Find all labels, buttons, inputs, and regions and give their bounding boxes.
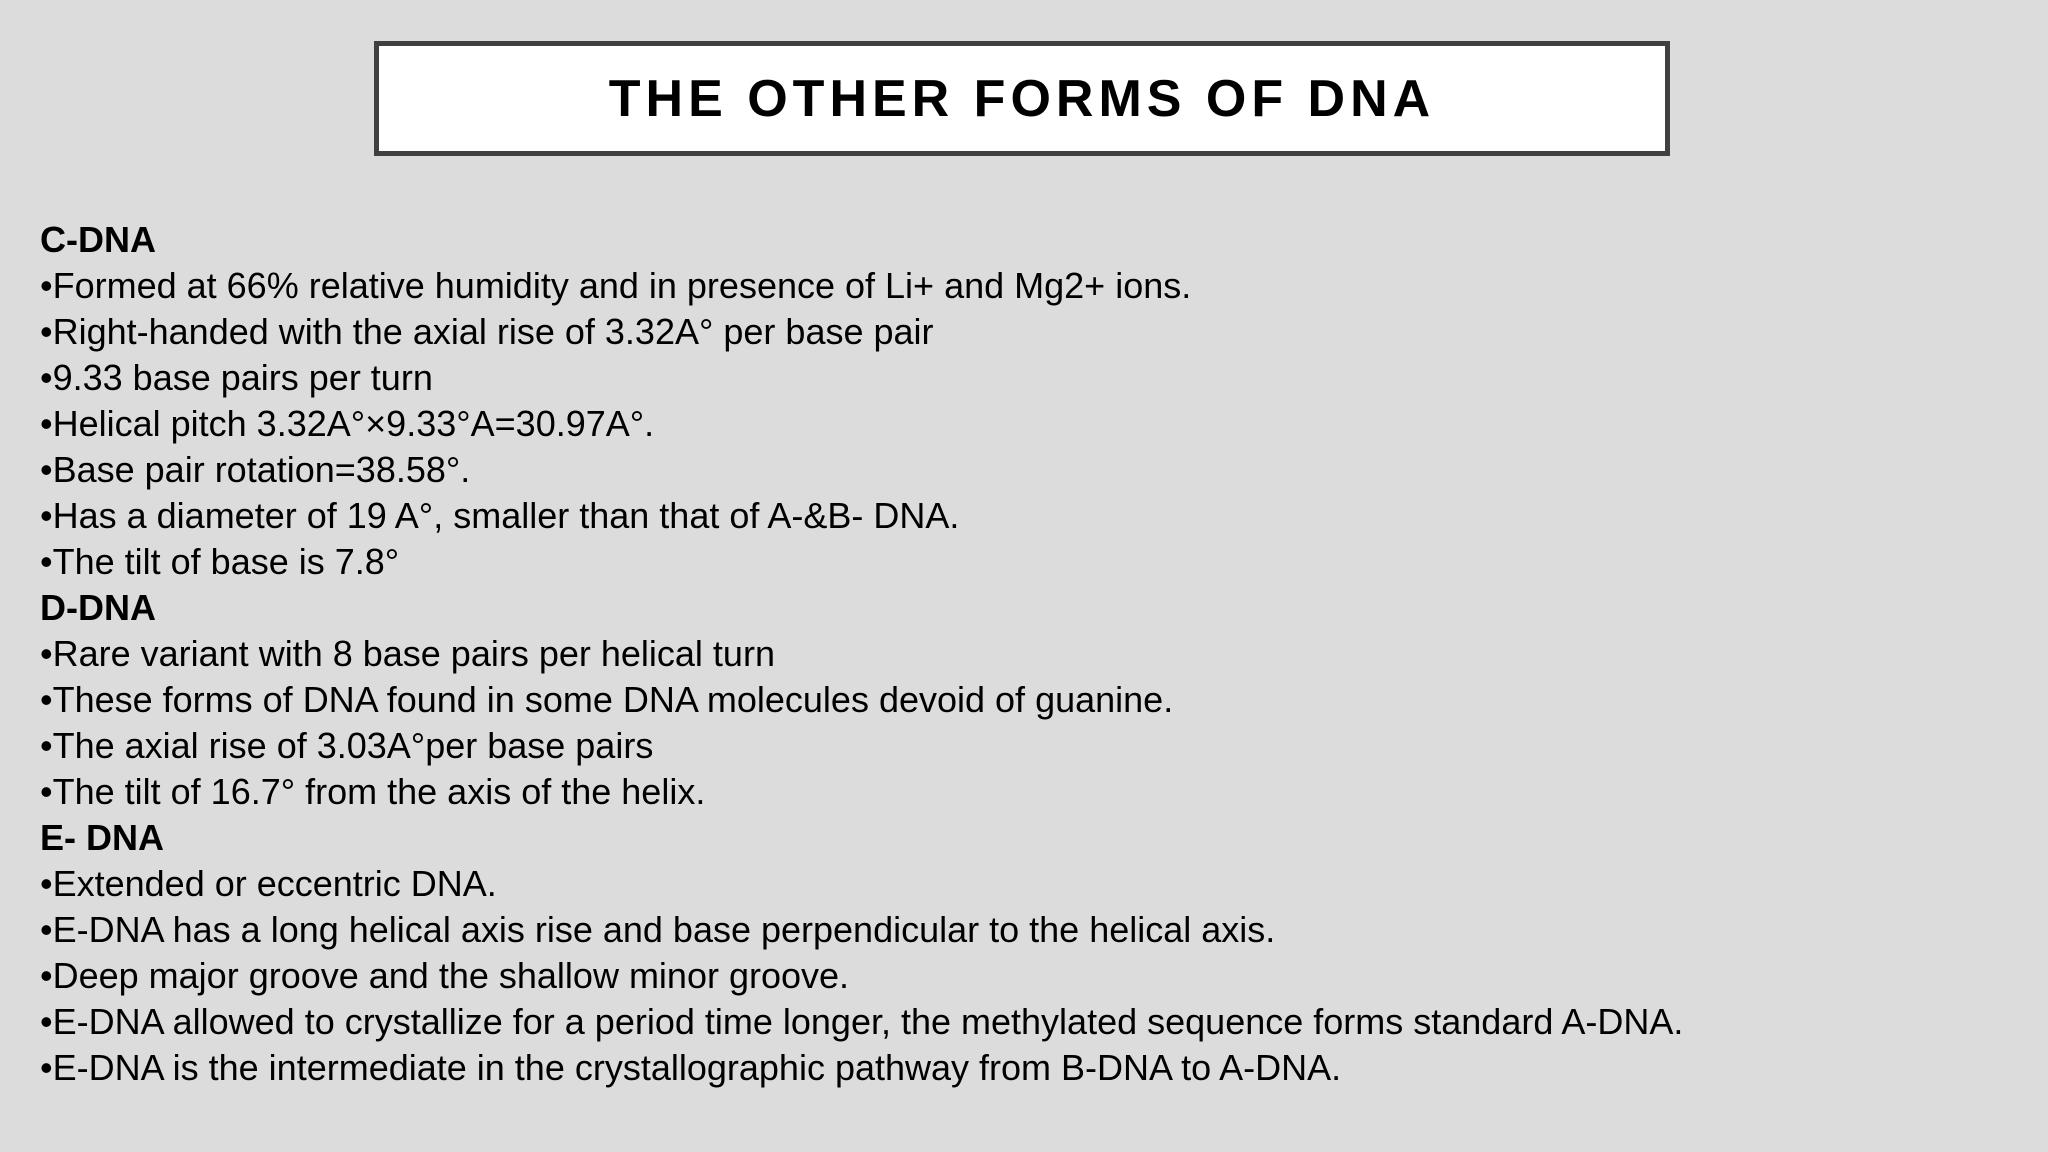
bullet-item: •The tilt of 16.7° from the axis of the helix. [40,771,706,812]
bullet-item: •E-DNA allowed to crystallize for a period time longer, the methylated sequence forms standard A-DNA. [40,1001,1684,1042]
bullet-item: •Right-handed with the axial rise of 3.32A° per base pair [40,311,934,352]
bullet-item: •Rare variant with 8 base pairs per helical turn [40,633,775,674]
bullet-item: •Deep major groove and the shallow minor groove. [40,955,850,996]
bullet-item: •These forms of DNA found in some DNA molecules devoid of guanine. [40,679,1174,720]
bullet-item: •Has a diameter of 19 A°, smaller than that of A-&B- DNA. [40,495,960,536]
slide-content [40,217,2020,1091]
section-heading: D-DNA [40,587,156,628]
bullet-item: •E-DNA has a long helical axis rise and base perpendicular to the helical axis. [40,909,1276,950]
bullet-item: •Extended or eccentric DNA. [40,863,497,904]
section-heading: C-DNA [40,219,156,260]
slide-title: THE OTHER FORMS OF DNA [608,69,1436,128]
bullet-item: •The tilt of base is 7.8° [40,541,400,582]
section-heading: E- DNA [40,817,164,858]
bullet-item: •The axial rise of 3.03A°per base pairs [40,725,654,766]
bullet-item: •Base pair rotation=38.58°. [40,449,471,490]
bullet-item: •9.33 base pairs per turn [40,357,433,398]
title-box [374,41,1670,156]
bullet-item: •Helical pitch 3.32A°×9.33°A=30.97A°. [40,403,655,444]
bullet-item: •Formed at 66% relative humidity and in presence of Li+ and Mg2+ ions. [40,265,1192,306]
bullet-item: •E-DNA is the intermediate in the crystallographic pathway from B-DNA to A-DNA. [40,1047,1342,1088]
